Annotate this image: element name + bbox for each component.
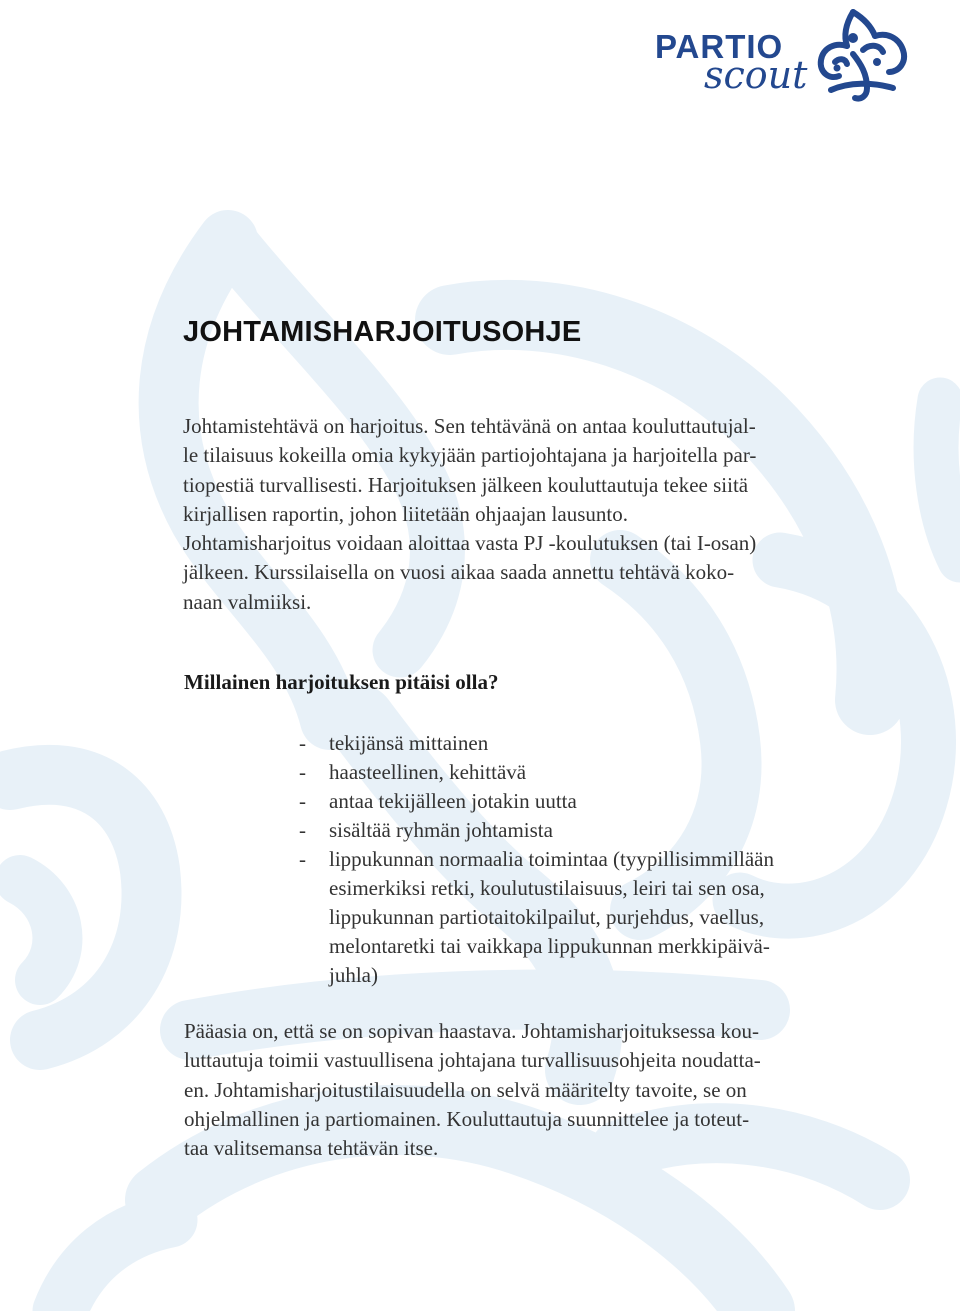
partio-scout-logo: [650, 4, 912, 104]
list-item: [299, 729, 859, 758]
text-line: ohjelmallinen ja partiomainen. Kouluttautuja suunnittelee ja toteut-: [184, 1106, 750, 1131]
text-line: taa valitsemansa tehtävän itse.: [184, 1136, 439, 1161]
bullet-dash: -: [299, 760, 306, 784]
text-line: Johtamisharjoitus voidaan aloittaa vasta PJ -koulutuksen (tai I-osan): [183, 531, 757, 556]
text-line: Pääasia on, että se on sopivan haastava. Johtamisharjoituksessa kou-: [184, 1019, 760, 1043]
list-item-text: lippukunnan partiotaitokilpailut, purjehdus, vaellus,: [329, 905, 765, 929]
list-item: [299, 787, 859, 816]
document-title: JOHTAMISHARJOITUSOHJE: [183, 316, 582, 348]
fleur-de-lis-emblem-icon: [813, 4, 909, 104]
bullet-dash: -: [299, 789, 306, 813]
list-item-text: tekijänsä mittainen: [329, 731, 489, 755]
logo-wordmark-partio: PARTIO: [655, 28, 784, 65]
list-item: [299, 816, 859, 845]
bullet-dash: -: [299, 731, 306, 755]
bullet-dash: -: [299, 847, 306, 871]
list-item-text: juhla): [329, 963, 378, 987]
list-item: [299, 845, 859, 990]
bullet-dash: -: [299, 818, 306, 842]
text-line: jälkeen. Kurssilaisella on vuosi aikaa saada annettu tehtävä koko-: [183, 560, 735, 585]
list-item: [299, 758, 859, 787]
criteria-list: [299, 729, 859, 990]
text-line: luttautuja toimii vastuullisena johtajana turvallisuusohjeita noudatta-: [184, 1048, 761, 1073]
text-line: kirjallisen raportin, johon liitetään ohjaajan lausunto.: [183, 501, 628, 526]
list-item-text: antaa tekijälleen jotakin uutta: [329, 789, 577, 813]
list-item-text: melontaretki tai vaikkapa lippukunnan merkkipäivä-: [329, 934, 770, 958]
text-line: Johtamistehtävä on harjoitus. Sen tehtävänä on antaa kouluttautujal-: [183, 414, 756, 438]
closing-paragraph: [184, 1017, 874, 1163]
section-heading: Millainen harjoituksen pitäisi olla?: [184, 670, 499, 694]
text-line: naan valmiiksi.: [183, 589, 312, 614]
list-item-text: haasteellinen, kehittävä: [329, 760, 527, 784]
text-line: tiopestiä turvallisesti. Harjoituksen jälkeen kouluttautuja tekee siitä: [183, 472, 749, 497]
text-line: en. Johtamisharjoitustilaisuudella on selvä määritelty tavoite, se on: [184, 1077, 747, 1102]
list-item-text: lippukunnan normaalia toimintaa (tyypillisimmillään: [329, 847, 774, 871]
list-item-text: sisältää ryhmän johtamista: [329, 818, 553, 842]
text-line: le tilaisuus kokeilla omia kykyjään partiojohtajana ja harjoitella par-: [183, 443, 757, 468]
intro-paragraph: [183, 412, 873, 617]
list-item-text: esimerkiksi retki, koulutustilaisuus, leiri tai sen osa,: [329, 876, 765, 900]
logo-wordmark-scout: scout: [704, 53, 808, 97]
